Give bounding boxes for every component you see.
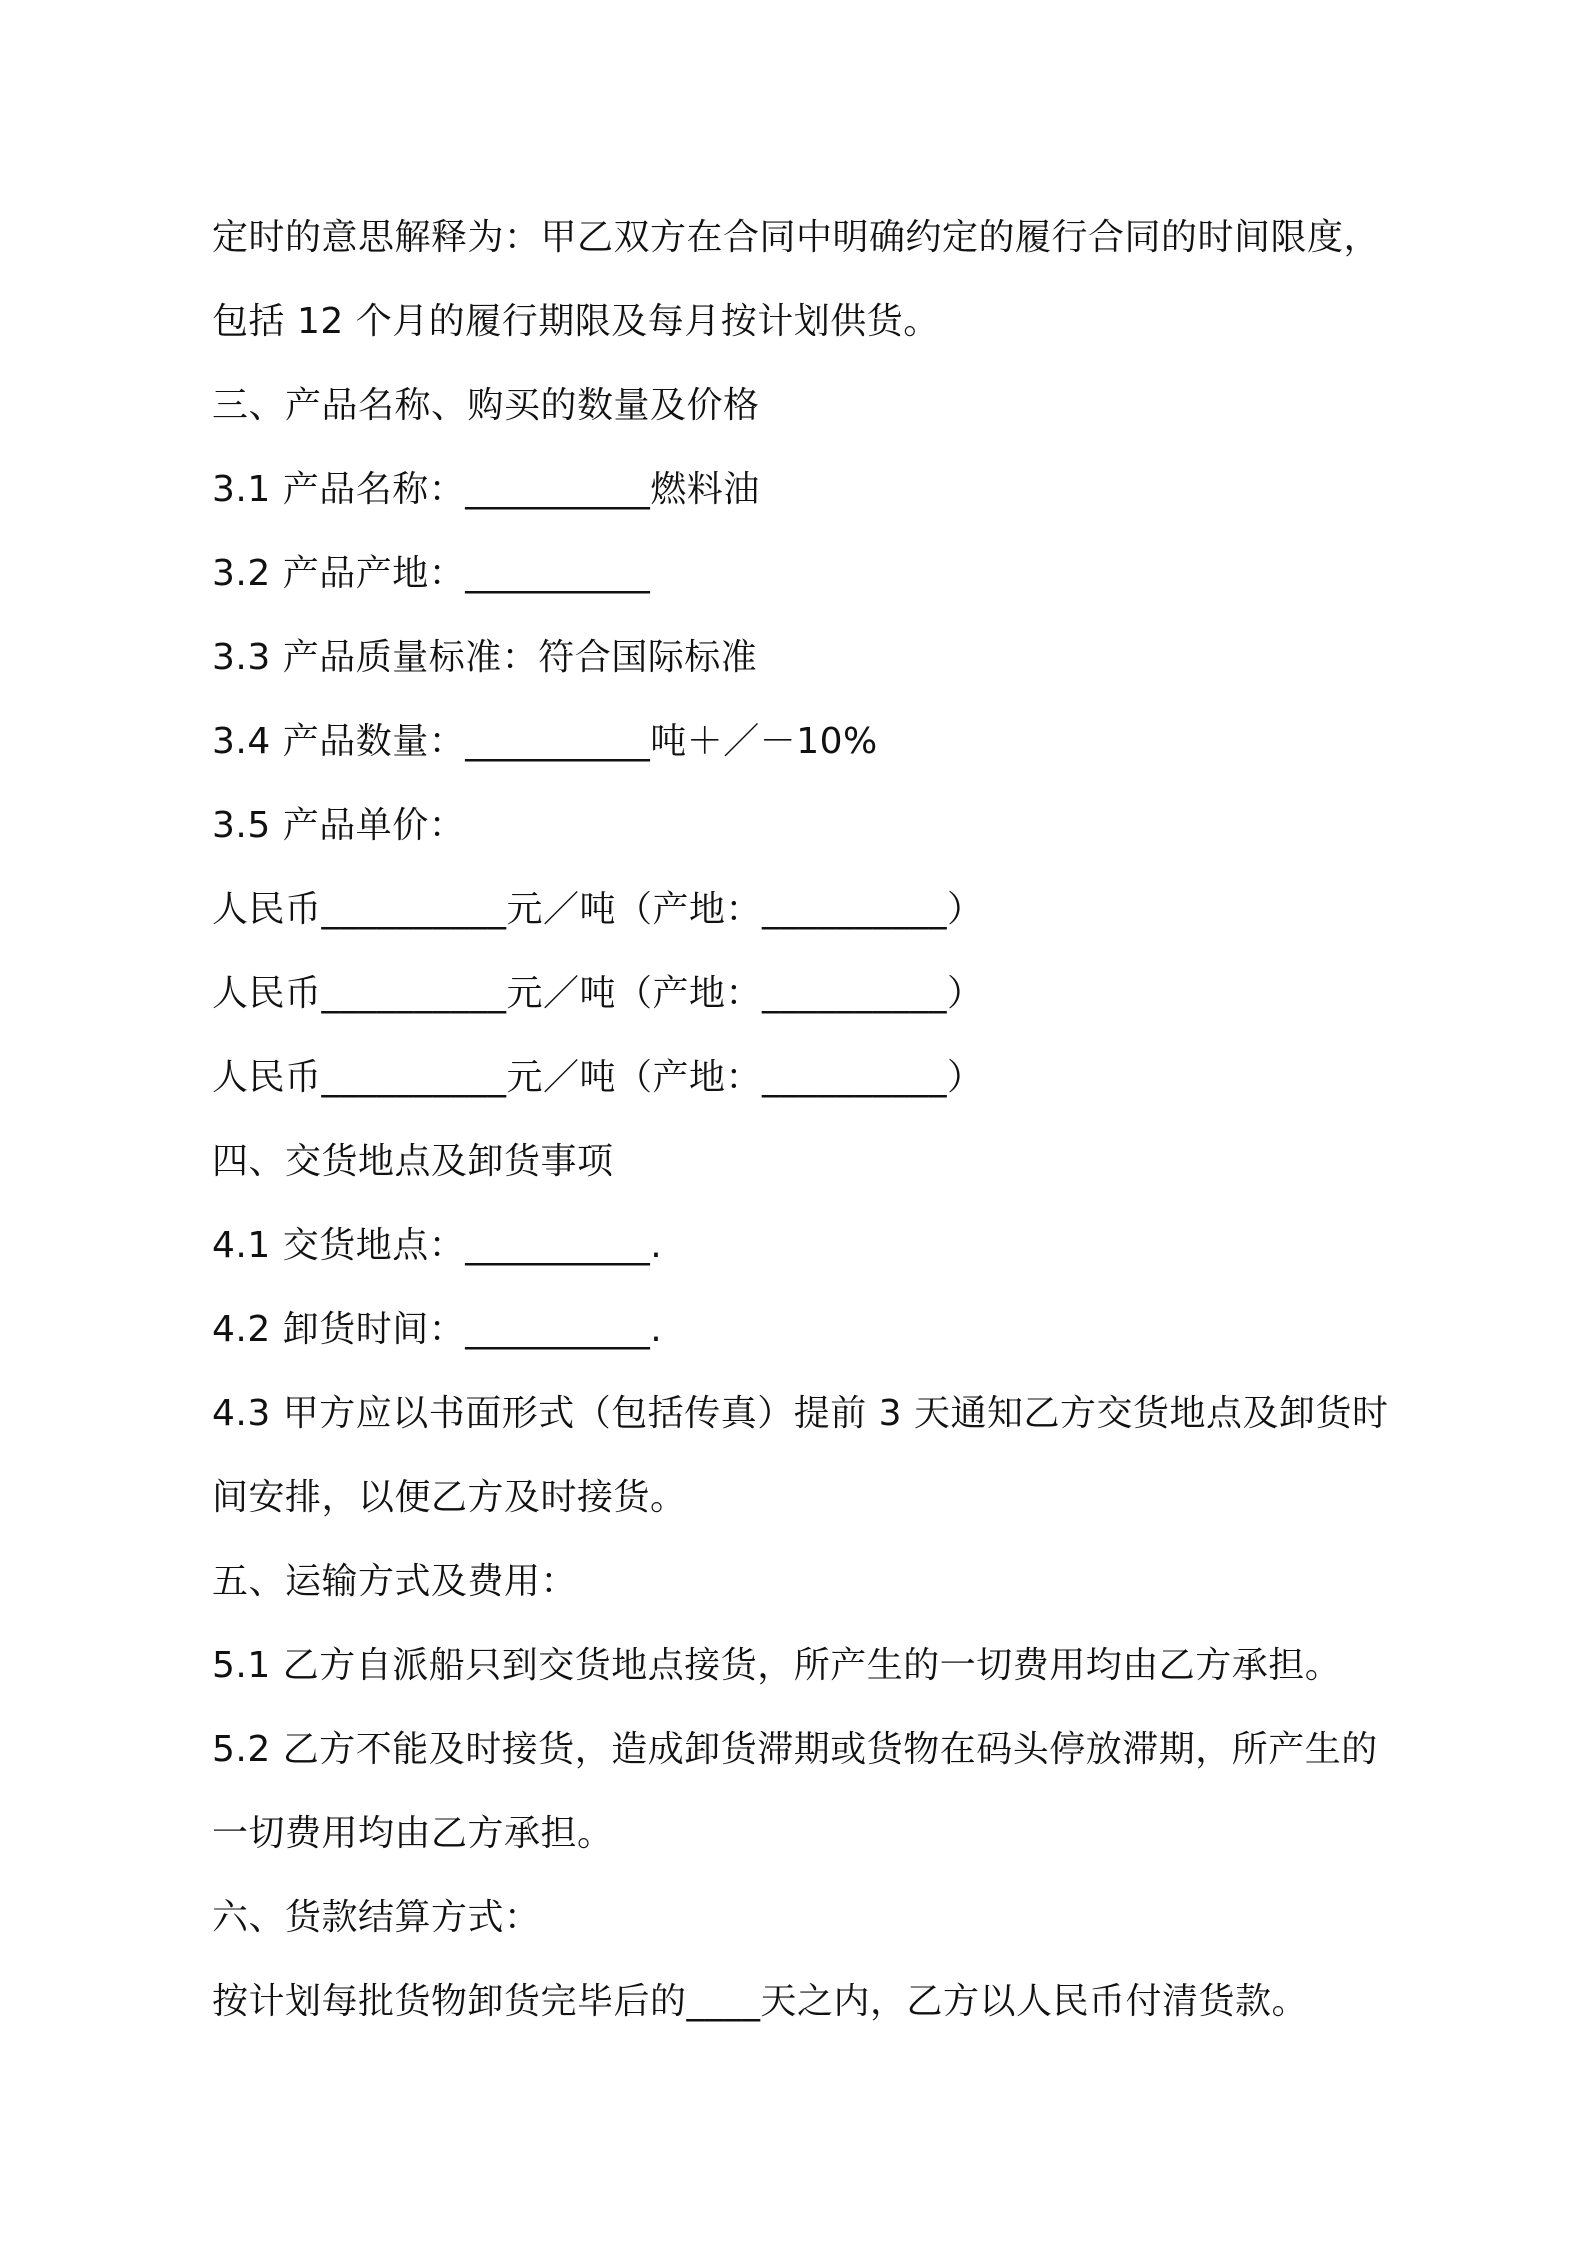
paragraph-line: 间安排，以便乙方及时接货。: [212, 1477, 687, 1518]
clause-line: 4.3 甲方应以书面形式（包括传真）提前 3 天通知乙方交货地点及卸货时: [212, 1393, 1389, 1434]
clause-line: 3.1 产品名称：__________燃料油: [212, 469, 760, 510]
paragraph-line: 按计划每批货物卸货完毕后的____天之内，乙方以人民币付清货款。: [212, 1981, 1309, 2022]
price-line: 人民币__________元／吨（产地：__________）: [212, 973, 984, 1014]
clause-line: 3.5 产品单价：: [212, 805, 466, 846]
section-heading: 五、运输方式及费用：: [212, 1561, 578, 1602]
clause-line: 5.1 乙方自派船只到交货地点接货，所产生的一切费用均由乙方承担。: [212, 1645, 1342, 1686]
price-line: 人民币__________元／吨（产地：__________）: [212, 1057, 984, 1098]
paragraph-line: 一切费用均由乙方承担。: [212, 1813, 614, 1854]
clause-line: 4.1 交货地点：__________.: [212, 1225, 663, 1266]
section-heading: 六、货款结算方式：: [212, 1897, 541, 1938]
clause-line: 3.4 产品数量：__________吨＋／－10%: [212, 721, 878, 762]
clause-line: 5.2 乙方不能及时接货，造成卸货滞期或货物在码头停放滞期，所产生的: [212, 1729, 1378, 1770]
contract-text: [212, 196, 1402, 2044]
paragraph-line: 包括 12 个月的履行期限及每月按计划供货。: [212, 301, 940, 342]
section-heading: 四、交货地点及卸货事项: [212, 1141, 614, 1182]
clause-line: 4.2 卸货时间：__________.: [212, 1309, 663, 1350]
price-line: 人民币__________元／吨（产地：__________）: [212, 889, 984, 930]
clause-line: 3.2 产品产地：__________: [212, 553, 651, 594]
section-heading: 三、产品名称、购买的数量及价格: [212, 385, 760, 426]
paragraph-line: 定时的意思解释为：甲乙双方在合同中明确约定的履行合同的时间限度，: [212, 217, 1381, 258]
clause-line: 3.3 产品质量标准：符合国际标准: [212, 637, 758, 678]
